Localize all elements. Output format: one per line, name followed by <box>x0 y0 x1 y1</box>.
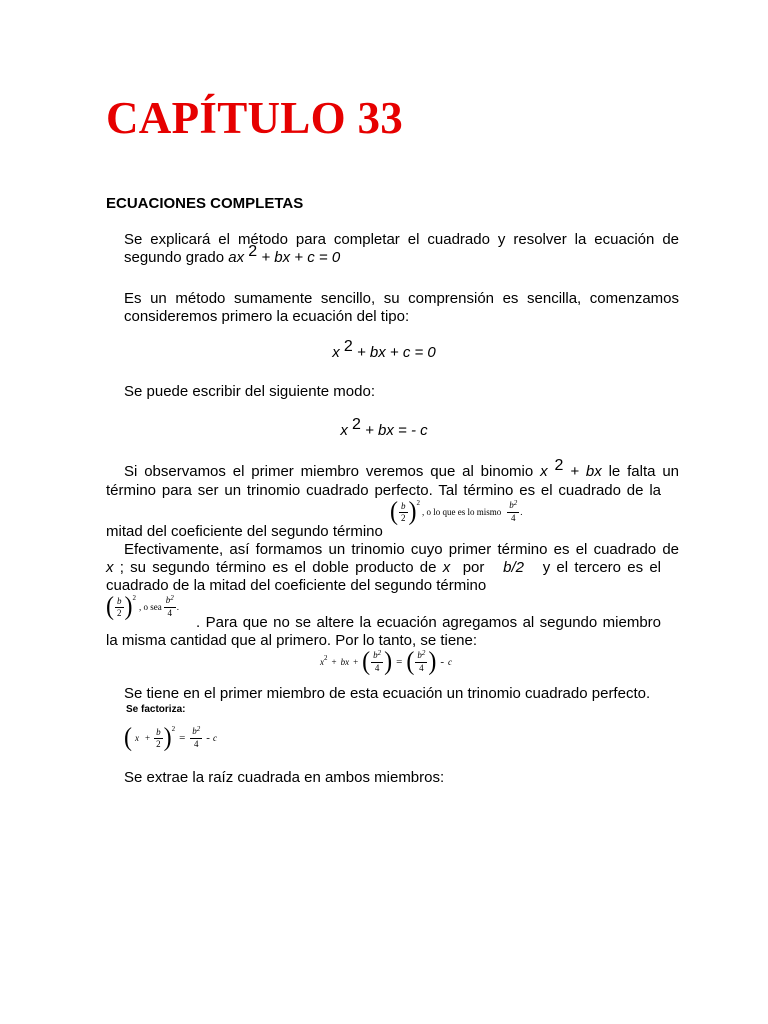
paragraph-observe-line2: término para ser un trinomio cuadrado perfecto. Tal término es el cuadrado de la <box>106 482 661 499</box>
formula-image-factored: ( x + $\frac{b}{2}$ ) 2 = $\frac{b^2}{4}$ - c <box>124 723 217 753</box>
paragraph-method: Es un método sumamente sencillo, su comprensión es sencilla, comenzamos consideremos primero la ecuación del tipo: <box>124 290 679 325</box>
formula-label-factor: Se factoriza: <box>126 704 186 715</box>
paragraph-observe-line3: mitad del coeficiente del segundo término <box>106 523 383 540</box>
paragraph-intro: Se explicará el método para completar el cuadrado y resolver la ecuación de segundo grado ax 2 + bx + c = 0 <box>124 231 679 266</box>
paragraph-perfect-square: Se tiene en el primer miembro de esta ecuación un trinomio cuadrado perfecto. <box>124 685 651 702</box>
formula-image-or-so: ( $\frac{b}{2}$ ) 2 , o sea $\frac{b^2}{4}$ . <box>106 592 179 622</box>
paragraph-rewrite: Se puede escribir del siguiente modo: <box>124 383 375 400</box>
equation-2: x 2 + bx = - c <box>340 416 428 439</box>
paragraph-observe-line1: Si observamos el primer miembro veremos que al binomio x 2 + bx le falta un <box>124 457 680 480</box>
equation-1: x 2 + bx + c = 0 <box>332 338 436 361</box>
formula-image-completed-square: x 2 + bx + ( $\frac{b^2}{4}$ ) = ( $\frac{b^2}{4}$ ) - c <box>320 647 453 677</box>
paragraph-effectively-line1: Efectivamente, así formamos un trinomio cuyo primer término es el cuadrado de <box>124 541 679 558</box>
paragraph-balance-line1: . Para que no se altere la ecuación agregamos al segundo miembro <box>196 614 661 631</box>
paragraph-square-root: Se extrae la raíz cuadrada en ambos miembros: <box>124 769 445 786</box>
section-title: ECUACIONES COMPLETAS <box>106 195 304 212</box>
paragraph-balance-line2: la misma cantidad que al primero. Por lo tanto, se tiene: <box>106 632 478 649</box>
paragraph-effectively-line3: cuadrado de la mitad del coeficiente del segundo término <box>106 577 487 594</box>
chapter-title: CAPÍTULO 33 <box>106 93 404 143</box>
formula-image-half-coefficient: ( $\frac{b}{2}$ ) 2 , o lo que es lo mismo $\frac{b^2}{4}$ . <box>390 497 523 527</box>
paragraph-effectively-line2: x ; su segundo término es el doble producto de x por b/2 y el tercero es el <box>106 559 662 576</box>
